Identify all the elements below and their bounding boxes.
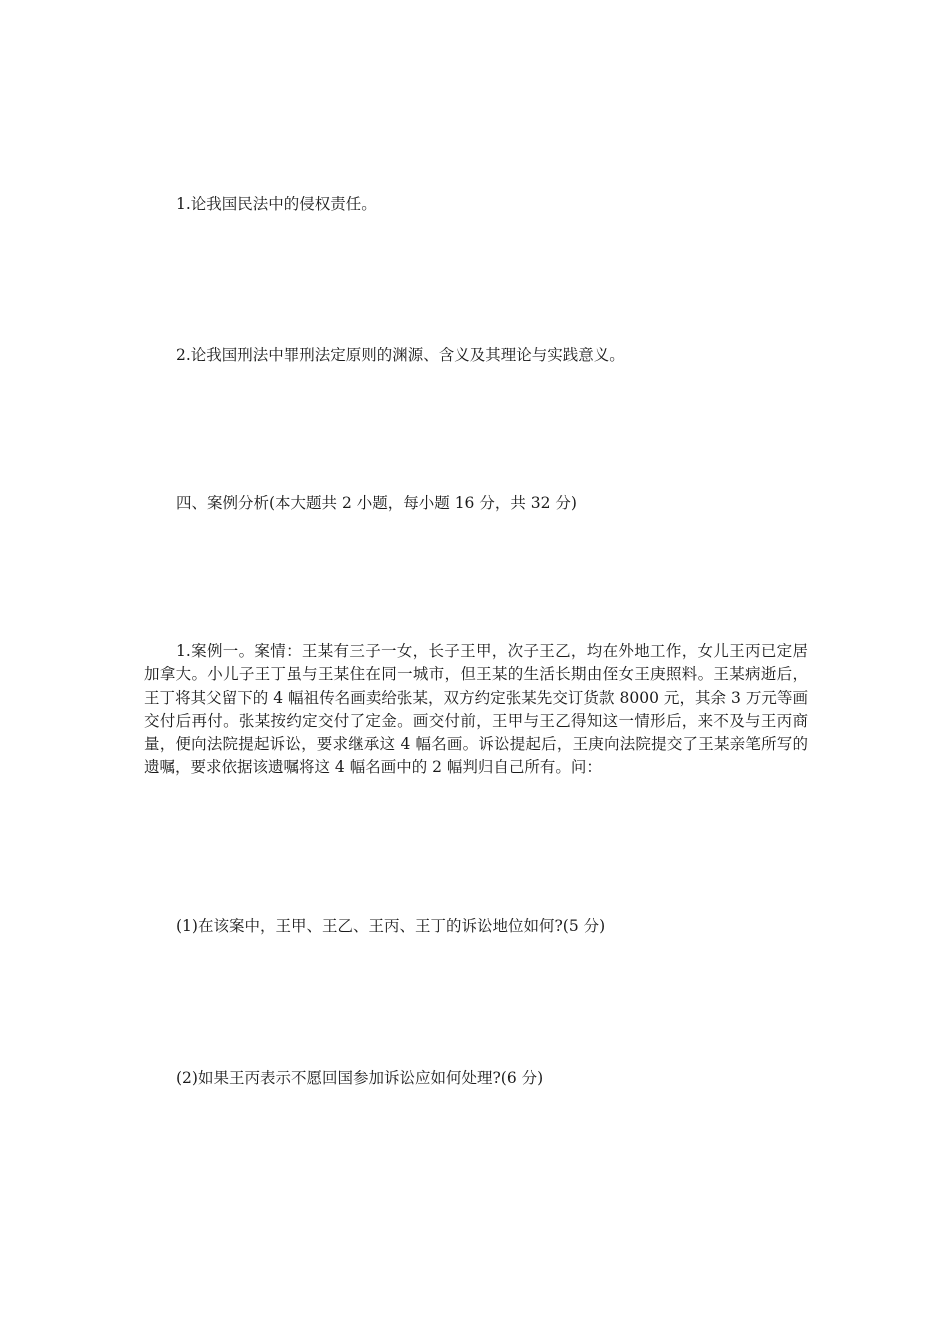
section-heading-case-analysis: 四、案例分析(本大题共 2 小题，每小题 16 分，共 32 分) [176, 494, 577, 512]
essay-question-1: 1.论我国民法中的侵权责任。 [176, 195, 377, 213]
case-one-paragraph: 1.案例一。案情：王某有三子一女，长子王甲，次子王乙，均在外地工作，女儿王丙已定居加拿大。小儿子王丁虽与王某住在同一城市，但王某的生活长期由侄女王庚照料。王某病逝后，王丁将其父留下的 4 幅祖传名画卖给张某，双方约定张某先交订货款 8000 元，其余 3 万元等画交付后再付。张某按约定交付了定金。画交付前，王甲与王乙得知这一情形后，来不及与王丙商量，便向法院提起诉讼，要求继承这 4 幅名画。诉讼提起后，王庚向法院提交了王某亲笔所写的遗嘱，要求依据该遗嘱将这 4 幅名画中的 2 幅判归自己所有。问： [144, 642, 808, 777]
essay-question-2: 2.论我国刑法中罪刑法定原则的渊源、含义及其理论与实践意义。 [176, 346, 625, 364]
case-one-sub-question-1: (1)在该案中，王甲、王乙、王丙、王丁的诉讼地位如何?(5 分) [176, 917, 606, 935]
case-one-sub-question-2: (2)如果王丙表示不愿回国参加诉讼应如何处理?(6 分) [176, 1069, 544, 1087]
